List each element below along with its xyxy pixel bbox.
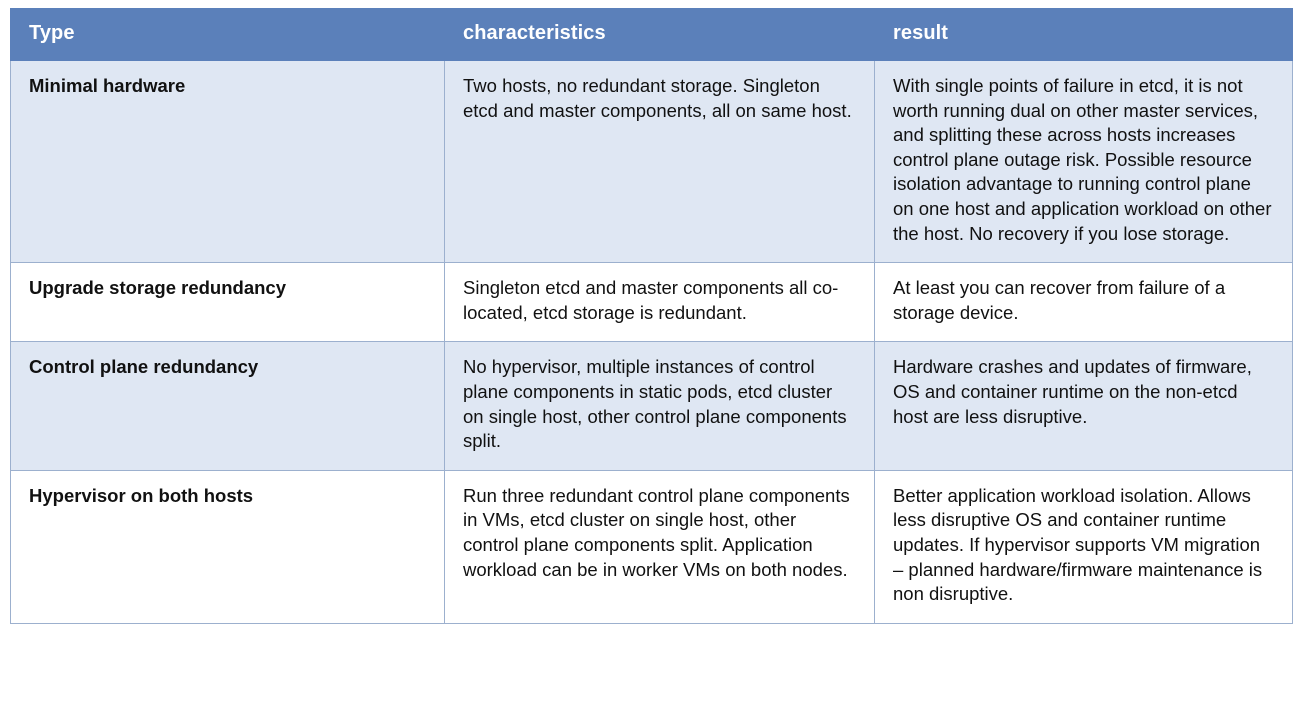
table-row — [11, 61, 1293, 263]
cell-result: Better application workload isolation. Allows less disruptive OS and container runtime updates. If hypervisor supports VM migration – planned hardware/firmware maintenance is non disruptive. — [875, 470, 1293, 623]
cell-characteristics: Two hosts, no redundant storage. Singleton etcd and master components, all on same host. — [445, 61, 875, 263]
table-row — [11, 470, 1293, 623]
table-row — [11, 342, 1293, 470]
table-body — [11, 61, 1293, 624]
cell-characteristics: No hypervisor, multiple instances of control plane components in static pods, etcd cluster on single host, other control plane components split. — [445, 342, 875, 470]
cell-type: Control plane redundancy — [11, 342, 445, 470]
cell-type: Hypervisor on both hosts — [11, 470, 445, 623]
cell-characteristics: Singleton etcd and master components all co-located, etcd storage is redundant. — [445, 263, 875, 342]
cell-result: With single points of failure in etcd, it is not worth running dual on other master services, and splitting these across hosts increases control plane outage risk. Possible resource isolation advantage to running control plane on one host and application workload on other the host. No recovery if you lose storage. — [875, 61, 1293, 263]
column-header-result: result — [875, 9, 1293, 61]
table-header — [11, 9, 1293, 61]
cell-result: Hardware crashes and updates of firmware, OS and container runtime on the non-etcd host are less disruptive. — [875, 342, 1293, 470]
column-header-characteristics: characteristics — [445, 9, 875, 61]
cell-characteristics: Run three redundant control plane components in VMs, etcd cluster on single host, other control plane components split. Application workload can be in worker VMs on both nodes. — [445, 470, 875, 623]
table-row — [11, 263, 1293, 342]
cell-type: Upgrade storage redundancy — [11, 263, 445, 342]
cell-result: At least you can recover from failure of a storage device. — [875, 263, 1293, 342]
cell-type: Minimal hardware — [11, 61, 445, 263]
column-header-type: Type — [11, 9, 445, 61]
table-header-row — [11, 9, 1293, 61]
deployment-options-table — [10, 8, 1293, 624]
